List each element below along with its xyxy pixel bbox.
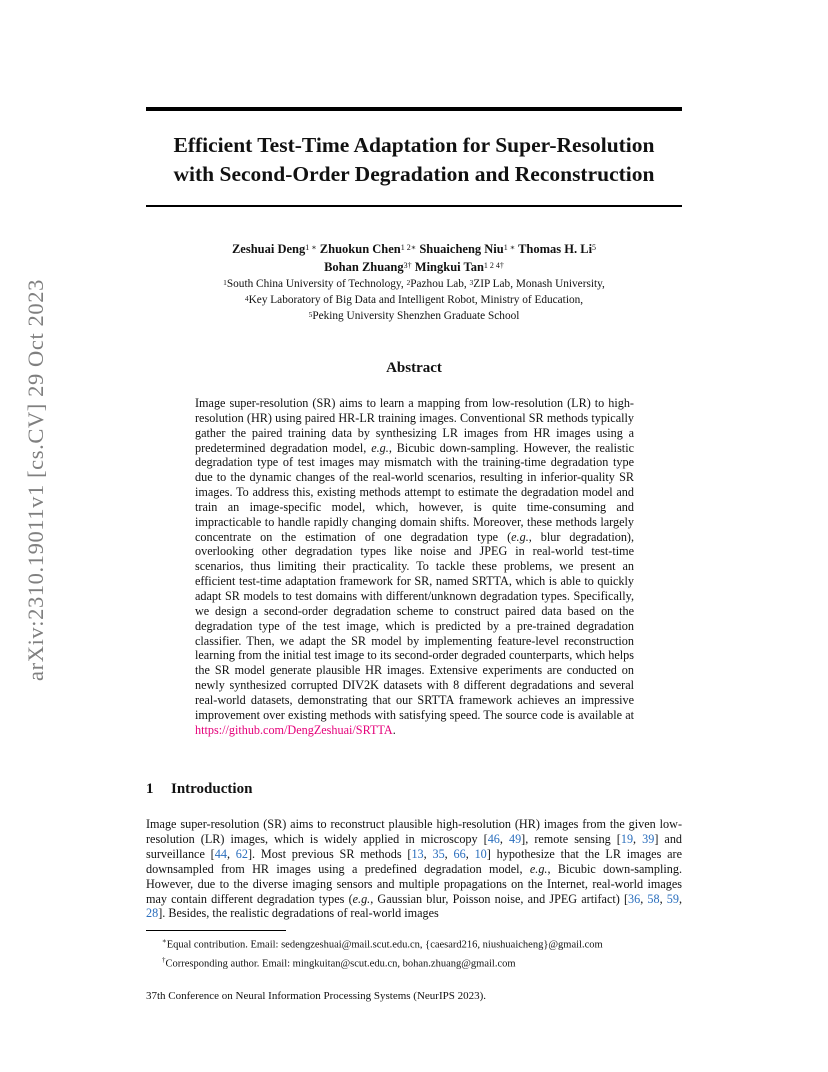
citation-link[interactable]: 39: [642, 831, 655, 846]
author-names-line-1: [146, 240, 682, 258]
citation-link[interactable]: 66: [453, 846, 466, 861]
intro-text-part: , Gaussian blur, Poisson noise, and JPEG artifact) [: [370, 891, 628, 906]
footnotes: [162, 934, 682, 971]
affiliation-text: South China University of Technology,: [226, 278, 407, 290]
citation-separator: ,: [640, 891, 648, 906]
author-affiliation-mark: 1 2 4†: [483, 261, 504, 270]
author-name: Thomas H. Li: [518, 242, 593, 256]
abstract-text: [195, 396, 634, 737]
citation-link[interactable]: 46: [487, 831, 500, 846]
citation-separator: ,: [226, 846, 236, 861]
citation-link[interactable]: 49: [508, 831, 522, 846]
affiliation-mark: 1: [223, 278, 227, 287]
intro-text-part: ] and surveillance [: [146, 831, 683, 861]
intro-text-part: Image super-resolution (SR) aims to reconstruct plausible high-resolution (HR) images from the given low-resolution (LR) images, which is widely applied in microscopy [: [146, 817, 682, 846]
author-name: Mingkui Tan: [414, 260, 484, 274]
citation-separator: ,: [465, 846, 475, 861]
abstract-italic: e.g.: [511, 529, 529, 544]
intro-text-part: ], remote sensing [: [521, 831, 621, 846]
author-affiliation-mark: 1 2∗: [400, 243, 417, 252]
citation-link[interactable]: 59: [666, 891, 679, 906]
author-name: Bohan Zhuang: [324, 260, 404, 274]
footnote-text: Equal contribution. Email: sedengzeshuai@mail.scut.edu.cn, {caesard216, niushuaicheng}@gmail.com: [166, 939, 603, 951]
section-heading-introduction: [146, 781, 252, 798]
abstract-italic: e.g.: [371, 440, 389, 455]
abstract-text-part: , blur degradation), overlooking other degradation types like noise and JPEG in real-world test-time scenarios, thus limiting their practicality. To tackle these problems, we present an efficient test-time adaptation framework for SR, named SRTTA, which is able to quickly adapt SR models to test domains with different/unknown degradation types. Specifically, we design a second-order degradation scheme to construct paired data based on the degradation type of the test image, which is predicted by a pre-trained degradation classifier. Then, we adapt the SR model by implementing feature-level reconstruction learning from the initial test image to its second-order degraded counterparts, which helps the SR model generate plausible HR images. Extensive experiments are conducted on newly synthesized corrupted DIV2K datasets with 8 different degradations and several real-world datasets, demonstrating that our SRTTA framework achieves an impressive improvement over existing methods with satisfying speed. The source code is available at: [195, 529, 635, 722]
citation-link[interactable]: 62: [235, 846, 248, 861]
arxiv-identifier: arXiv:2310.19011v1 [cs.CV] 29 Oct 2023: [23, 279, 48, 681]
citation-link[interactable]: 36: [628, 891, 641, 906]
author-affiliation-mark: 5: [592, 243, 597, 252]
affiliation-text: Pazhou Lab,: [410, 278, 470, 290]
affiliation-mark: 2: [406, 278, 411, 287]
footnote-text: Corresponding author. Email: mingkuitan@scut.edu.cn, bohan.zhuang@gmail.com: [165, 958, 516, 969]
author-name: Shuaicheng Niu: [419, 242, 504, 256]
title-line-2: with Second-Order Degradation and Reconstruction: [173, 162, 655, 186]
footnote-rule: [146, 930, 286, 931]
citation-separator: ,: [678, 891, 683, 906]
affiliation-text: Peking University Shenzhen Graduate School: [312, 310, 520, 322]
footnote-mark: ∗: [162, 937, 167, 945]
citation-separator: ,: [659, 891, 667, 906]
citation-link[interactable]: 35: [432, 846, 445, 861]
title-top-rule: [146, 107, 682, 111]
citation-link[interactable]: 44: [214, 846, 227, 861]
citation-link[interactable]: 13: [411, 846, 424, 861]
footnote-mark: †: [162, 955, 166, 964]
author-block: [146, 240, 682, 324]
affiliation-line: [146, 308, 682, 324]
conference-venue: 37th Conference on Neural Information Processing Systems (NeurIPS 2023).: [146, 990, 487, 1002]
citation-separator: ,: [499, 831, 509, 846]
intro-text-part: ]. Besides, the realistic degradations of real-world images: [158, 906, 439, 921]
title-line-1: Efficient Test-Time Adaptation for Super-Resolution: [173, 133, 655, 157]
footnote-corresponding-author: [162, 953, 682, 972]
affiliation-text: ZIP Lab, Monash University,: [473, 278, 605, 290]
introduction-text: [146, 817, 682, 921]
section-title: Introduction: [171, 781, 253, 797]
section-number: 1: [146, 781, 154, 797]
citation-separator: ,: [633, 831, 643, 846]
abstract-text-part: , Bicubic down-sampling. However, the realistic degradation type of test images may mismatch with the training-time degradation type due to the dynamic changes of the real-world scenarios, resulting in inferior-quality SR images. To address this, existing methods attempt to estimate the degradation model and train an image-specific model, which, however, is quite time-consuming and impracticable to handle rapidly changing domain shifts. Moreover, these methods largely concentrate on the estimation of one degradation type (: [195, 440, 634, 544]
intro-text-part: ] hypothesize that the LR images are downsampled from HR images using a predefined degradation model,: [146, 846, 683, 876]
abstract-heading: Abstract: [386, 360, 442, 376]
title-bottom-rule: [146, 205, 682, 207]
citation-separator: ,: [423, 846, 433, 861]
affiliation-mark: 4: [244, 294, 249, 303]
citation-separator: ,: [444, 846, 454, 861]
citation-link[interactable]: 58: [647, 891, 660, 906]
citation-link[interactable]: 28: [146, 906, 159, 921]
intro-text-part: ]. Most previous SR methods [: [247, 846, 412, 861]
abstract-text-part: .: [392, 722, 396, 737]
footnote-equal-contribution: [162, 934, 682, 953]
affiliation-text: Key Laboratory of Big Data and Intelligent Robot, Ministry of Education,: [248, 294, 584, 306]
affiliation-mark: 3: [469, 278, 474, 287]
author-affiliation-mark: 3†: [403, 261, 412, 270]
paper-title: [146, 131, 682, 189]
author-affiliation-mark: 1 ∗: [503, 243, 516, 252]
affiliation-line: [146, 276, 682, 292]
intro-italic: e.g.: [529, 861, 548, 876]
affiliation-line: [146, 292, 682, 308]
affiliation-mark: 5: [308, 310, 313, 319]
citation-link[interactable]: 19: [620, 831, 634, 846]
citation-link[interactable]: 10: [474, 846, 487, 861]
code-repository-link[interactable]: https://github.com/DengZeshuai/SRTTA: [195, 722, 393, 737]
author-name: Zeshuai Deng: [231, 242, 306, 256]
intro-italic: e.g.: [352, 891, 371, 906]
abstract-text-part: Image super-resolution (SR) aims to learn a mapping from low-resolution (LR) to high-resolution (HR) using paired HR-LR training images. Conventional SR methods typically gather the paired training data by synthesizing LR images from HR images using a predetermined degradation model,: [195, 396, 634, 455]
author-names-line-2: [146, 258, 682, 276]
author-name: Zhuokun Chen: [319, 242, 401, 256]
author-affiliation-mark: 1 ∗: [305, 243, 317, 252]
intro-text-part: , Bicubic down-sampling. However, due to the diverse imaging sensors and multiple propagations on the Internet, real-world images may contain different degradation types (: [146, 861, 682, 906]
